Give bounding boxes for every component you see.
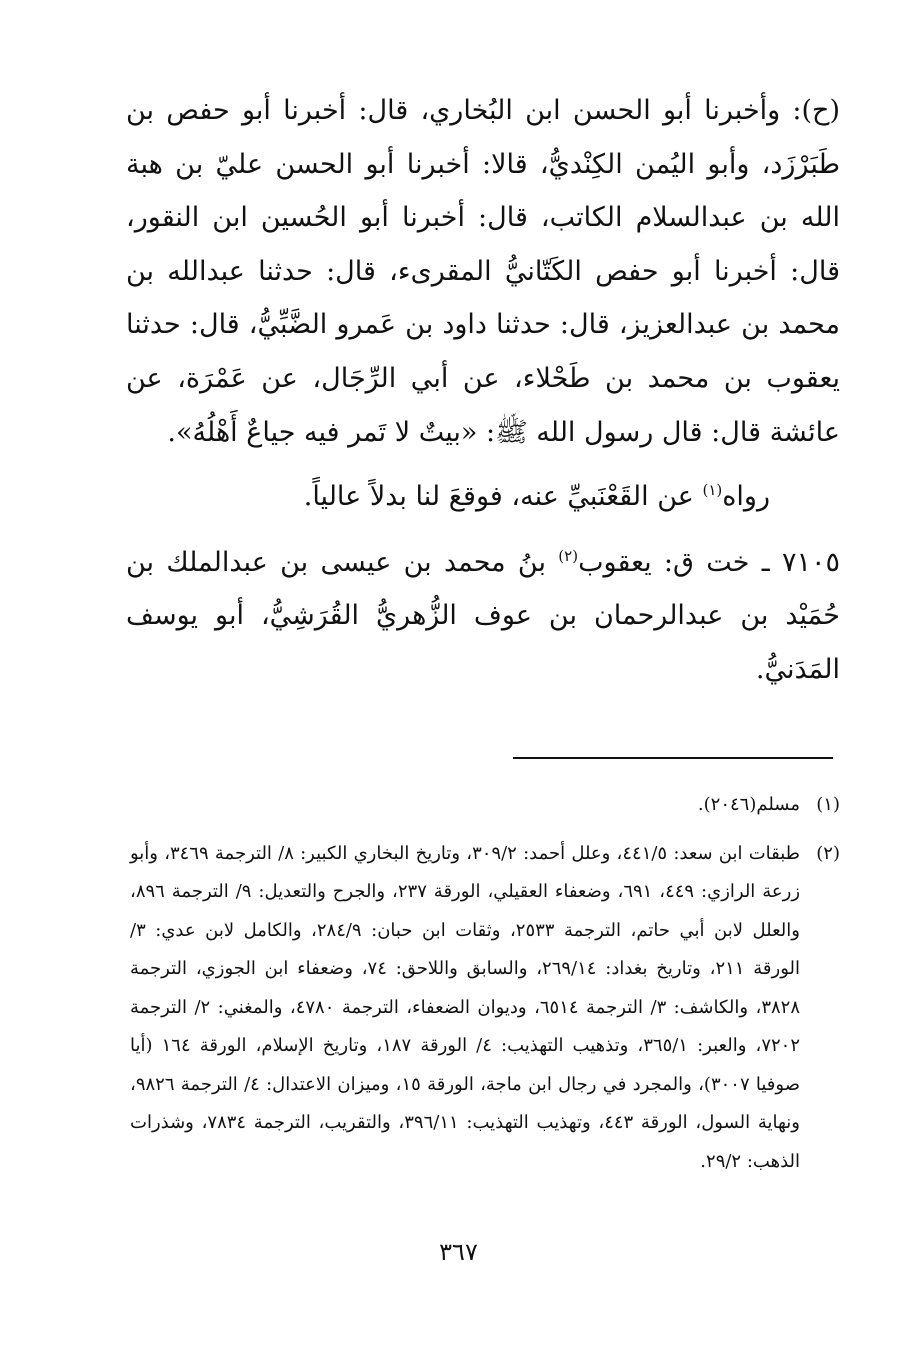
biography-entry-paragraph (126, 536, 840, 697)
narration-note-rest: عن القَعْنَبيِّ عنه، فوقعَ لنا بدلاً عالياً. (303, 481, 703, 513)
footnote-2 (130, 835, 840, 1182)
footnote-number: (٢) (816, 842, 840, 864)
footnote-ref-2: (٢) (558, 546, 579, 565)
biography-entry-lead: ٧١٠٥ ـ خت ق: يعقوب (578, 546, 840, 578)
footnote-ref-1: (١) (702, 481, 723, 500)
footnote-text: طبقات ابن سعد: ٤٤١/٥، وعلل أحمد: ٣٠٩/٢، وتاريخ البخاري الكبير: ٨/ الترجمة ٣٤٦٩، وأبو زرعة الرازي: ٤٤٩، ٦٩١، وضعفاء العقيلي، الورقة ٢٣٧، والجرح والتعديل: ٩/ الترجمة ٨٩٦، والعلل لابن أبي حاتم، الترجمة ٢٥٣٣، وثقات ابن حبان: ٢٨٤/٩، والكامل لابن عدي: ٣/ الورقة ٢١١، وتاريخ بغداد: ٢٦٩/١٤، والسابق واللاحق: ٧٤، وضعفاء ابن الجوزي، الترجمة ٣٨٢٨، والكاشف: ٣/ الترجمة ٦٥١٤، وديوان الضعفاء، الترجمة ٤٧٨٠، والمغني: ٢/ الترجمة ٧٢٠٢، والعبر: ٣٦٥/١، وتذهيب التهذيب: ٤/ الورقة ١٨٧، وتاريخ الإسلام، الورقة ١٦٤ (أيا صوفيا ٣٠٠٧)، والمجرد في رجال ابن ماجة، الورقة ١٥، وميزان الاعتدال: ٤/ الترجمة ٩٨٢٦، ونهاية السول، الورقة ٤٤٣، وتهذيب التهذيب: ٣٩٦/١١، والتقريب، الترجمة ٧٨٣٤، وشذرات الذهب: ٢٩/٢. (130, 842, 801, 1172)
footnotes (130, 786, 840, 1181)
narration-note-lead: رواه (722, 481, 770, 513)
footnote-text: مسلم(٢٠٤٦). (697, 794, 800, 815)
footnote-separator (513, 757, 833, 759)
narration-note-paragraph (126, 470, 840, 524)
hadith-isnad-paragraph: (ح): وأخبرنا أبو الحسن ابن البُخاري، قال: أخبرنا أبو حفص بن طَبَرْزَد، وأبو اليُمن الكِنْديُّ، قالا: أخبرنا أبو الحسن عليّ بن هبة الله بن عبدالسلام الكاتب، قال: أخبرنا أبو الحُسين ابن النقور، قال: أخبرنا أبو حفص الكَتّانيُّ المقرىء، قال: حدثنا عبدالله بن محمد بن عبدالعزيز، قال: حدثنا داود بن عَمرو الضَّبِّيُّ، قال: حدثنا يعقوب بن محمد بن طَحْلاء، عن أبي الرِّجَال، عن عَمْرَة، عن عائشة قال: قال رسول الله ﷺ: «بيتٌ لا تَمر فيه جياعٌ أَهْلُهُ». (126, 95, 840, 448)
footnote-1 (130, 786, 840, 825)
footnote-number: (١) (816, 794, 840, 815)
biography-entry-rest: بنُ محمد بن عيسى بن عبدالملك بن حُمَيْد بن عبدالرحمان بن عوف الزُّهريُّ القُرَشِيُّ، أبو يوسف المَدَنيُّ. (126, 546, 840, 685)
main-text (126, 84, 840, 697)
page-number: ٣٦٧ (439, 1238, 478, 1266)
